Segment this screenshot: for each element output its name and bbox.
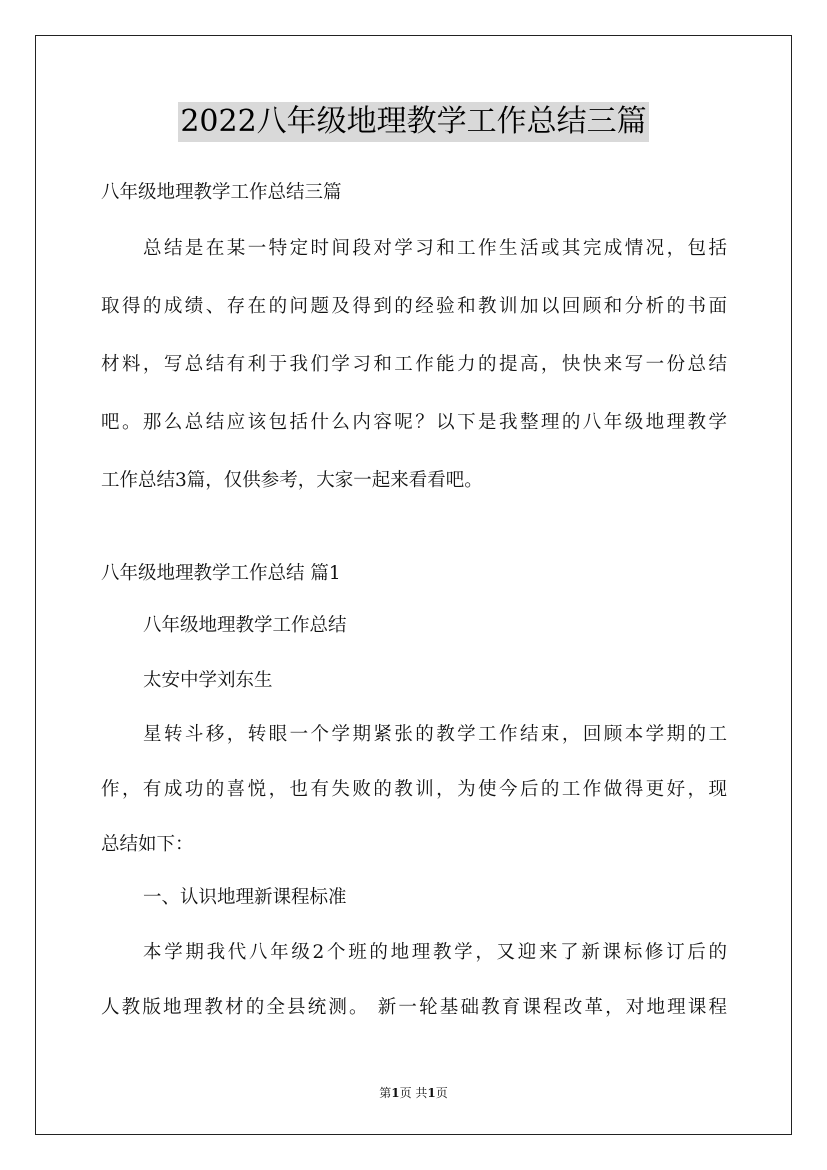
paragraph-line: 总结如下： (101, 834, 194, 855)
footer-page-total: 1 (427, 1086, 436, 1100)
page-footer (0, 1084, 827, 1101)
paragraph-line: 人教版地理教材的全县统测。 新一轮基础教育课程改革，对地理课程 (101, 997, 727, 1018)
section-heading: 八年级地理教学工作总结 篇1 (101, 563, 341, 584)
section-heading: 一、认识地理新课程标准 (143, 887, 347, 908)
footer-page-suffix: 页 (435, 1086, 448, 1100)
paragraph-line: 星转斗移，转眼一个学期紧张的教学工作结束，回顾本学期的工 (143, 724, 727, 745)
paragraph-line: 取得的成绩、存在的问题及得到的经验和教训加以回顾和分析的书面 (101, 296, 727, 317)
author-line: 太安中学刘东生 (143, 670, 273, 691)
footer-page-mid: 页 共 (399, 1086, 428, 1100)
section-subtitle: 八年级地理教学工作总结 (143, 615, 347, 636)
footer-page-current: 1 (391, 1086, 400, 1100)
paragraph-line: 材料，写总结有利于我们学习和工作能力的提高，快快来写一份总结 (101, 354, 727, 375)
paragraph-line: 本学期我代八年级2个班的地理教学，又迎来了新课标修订后的 (143, 942, 727, 963)
footer-page-prefix: 第 (379, 1086, 392, 1100)
paragraph-line: 作，有成功的喜悦，也有失败的教训，为使今后的工作做得更好，现 (101, 779, 727, 800)
title-container (0, 102, 827, 142)
paragraph-line: 总结是在某一特定时间段对学习和工作生活或其完成情况，包括 (143, 238, 727, 259)
paragraph-line: 工作总结3篇，仅供参考，大家一起来看看吧。 (101, 470, 483, 491)
subtitle-line: 八年级地理教学工作总结三篇 (101, 182, 342, 203)
document-title: 2022八年级地理教学工作总结三篇 (178, 102, 648, 142)
paragraph-line: 吧。那么总结应该包括什么内容呢？以下是我整理的八年级地理教学 (101, 412, 727, 433)
